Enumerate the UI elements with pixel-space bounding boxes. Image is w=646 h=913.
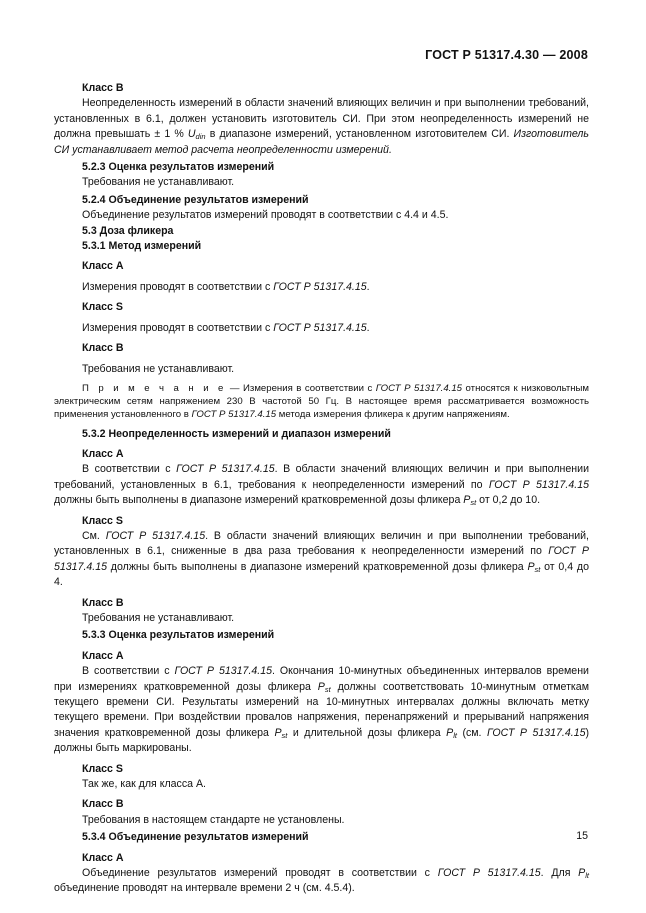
section-5-3-4-heading: 5.3.4 Объединение результатов измерений xyxy=(82,831,309,844)
page-number: 15 xyxy=(576,830,588,842)
section-5-3-1-class-a-heading: Класс A xyxy=(82,260,124,273)
section-5-3-1-class-a-text: Измерения проводят в соответствии с ГОСТ Р 51317.4.15. xyxy=(82,280,370,293)
section-5-3-3-class-a-text: В соответствии с ГОСТ Р 51317.4.15. Окончания 10-минутных объединенных интервалов времени при измерениях кратковременной дозы фликера $P_{st}$ должны соответствовать 10-минутным отметкам текущего времени СИ. Результаты измерений на 10-минутных интервалах должны включать метку текущего времени. При воздействии провалов напряжения, перенапряжений и прерываний напряжения значения кратковременной дозы фликера $P_{st}$ и длительной дозы фликера $P_{lt}$ (см. ГОСТ Р 51317.4.15) должны быть маркированы. xyxy=(54,665,590,755)
section-5-3-3-class-s-heading: Класс S xyxy=(82,762,123,775)
section-5-3-3-class-s-text: Так же, как для класса A. xyxy=(82,778,206,791)
page-content xyxy=(54,79,589,897)
section-5-3-1-class-s-text: Измерения проводят в соответствии с ГОСТ Р 51317.4.15. xyxy=(82,321,370,334)
section-5-3-1-heading: 5.3.1 Метод измерений xyxy=(82,240,202,253)
section-5-2-4-heading: 5.2.4 Объединение результатов измерений xyxy=(82,193,309,206)
section-5-3-3-class-a-heading: Класс A xyxy=(82,649,124,662)
section-5-3-2-class-b-heading: Класс B xyxy=(82,596,124,609)
section-5-3-3-class-b-text: Требования в настоящем стандарте не установлены. xyxy=(82,813,345,826)
note-paragraph: П р и м е ч а н и е — Измерения в соответствии с ГОСТ Р 51317.4.15 относятся к низковольтным электрическим сетям напряжением 230 В частотой 50 Гц. В настоящее время рассматривается возможность применения установленного в ГОСТ Р 51317.4.15 метода измерения фликера к другим напряжениям. xyxy=(54,382,590,421)
section-5-3-1-class-b-text: Требования не устанавливают. xyxy=(82,362,235,375)
section-5-3-2-class-s-text: См. ГОСТ Р 51317.4.15. В области значений влияющих величин и при выполнении требований, установленных в 6.1, сниженные в два раза требования к неопределенности измерений по ГОСТ Р 51317.4.15 должны быть выполнены в диапазоне измерений кратковременной дозы фликера $P_{st}$ от 0,4 до 4. xyxy=(54,529,589,589)
section-5-3-heading: 5.3 Доза фликера xyxy=(82,224,174,237)
section-5-3-2-class-b-text: Требования не устанавливают. xyxy=(82,611,235,624)
section-5-2-4-text: Объединение результатов измерений проводят в соответствии с 4.4 и 4.5. xyxy=(82,209,449,222)
section-5-3-2-class-s-heading: Класс S xyxy=(82,514,123,527)
section-5-3-4-class-a-text: Объединение результатов измерений проводят в соответствии с ГОСТ Р 51317.4.15. Для $P_{lt}$ объединение проводят на интервале времени 2 ч (см. 4.5.4). xyxy=(54,867,589,895)
section-5-3-1-class-s-heading: Класс S xyxy=(82,301,123,314)
section-5-2-3-heading: 5.2.3 Оценка результатов измерений xyxy=(82,161,275,174)
section-5-3-3-heading: 5.3.3 Оценка результатов измерений xyxy=(82,629,275,642)
class-b-paragraph: Неопределенность измерений в области значений влияющих величин и при выполнении требований, установленных в 6.1, должен установить изготовитель СИ. При этом неопределенность измерений не должна превышать ± 1 % $U_{din}$ в диапазоне измерений, установленном изготовителем СИ. Изготовитель СИ устанавливает метод расчета неопределенности измерений. xyxy=(54,97,589,156)
section-5-3-2-class-a-text: В соответствии с ГОСТ Р 51317.4.15. В области значений влияющих величин и при выполнении требований, установленных в 6.1, требования к неопределенности измерений по ГОСТ Р 51317.4.15 должны быть выполнены в диапазоне измерений кратковременной дозы фликера $P_{st}$ от 0,2 до 10. xyxy=(54,463,589,508)
page-header: ГОСТ Р 51317.4.30 — 2008 xyxy=(425,48,588,62)
section-5-3-4-class-a-heading: Класс A xyxy=(82,851,124,864)
section-5-3-3-class-b-heading: Класс B xyxy=(82,798,124,811)
section-5-3-2-class-a-heading: Класс A xyxy=(82,447,124,460)
section-5-3-2-heading: 5.3.2 Неопределенность измерений и диапазон измерений xyxy=(82,427,391,440)
class-b-heading: Класс B xyxy=(82,82,124,94)
section-5-3-1-class-b-heading: Класс B xyxy=(82,342,124,355)
section-5-2-3-text: Требования не устанавливают. xyxy=(82,176,235,189)
